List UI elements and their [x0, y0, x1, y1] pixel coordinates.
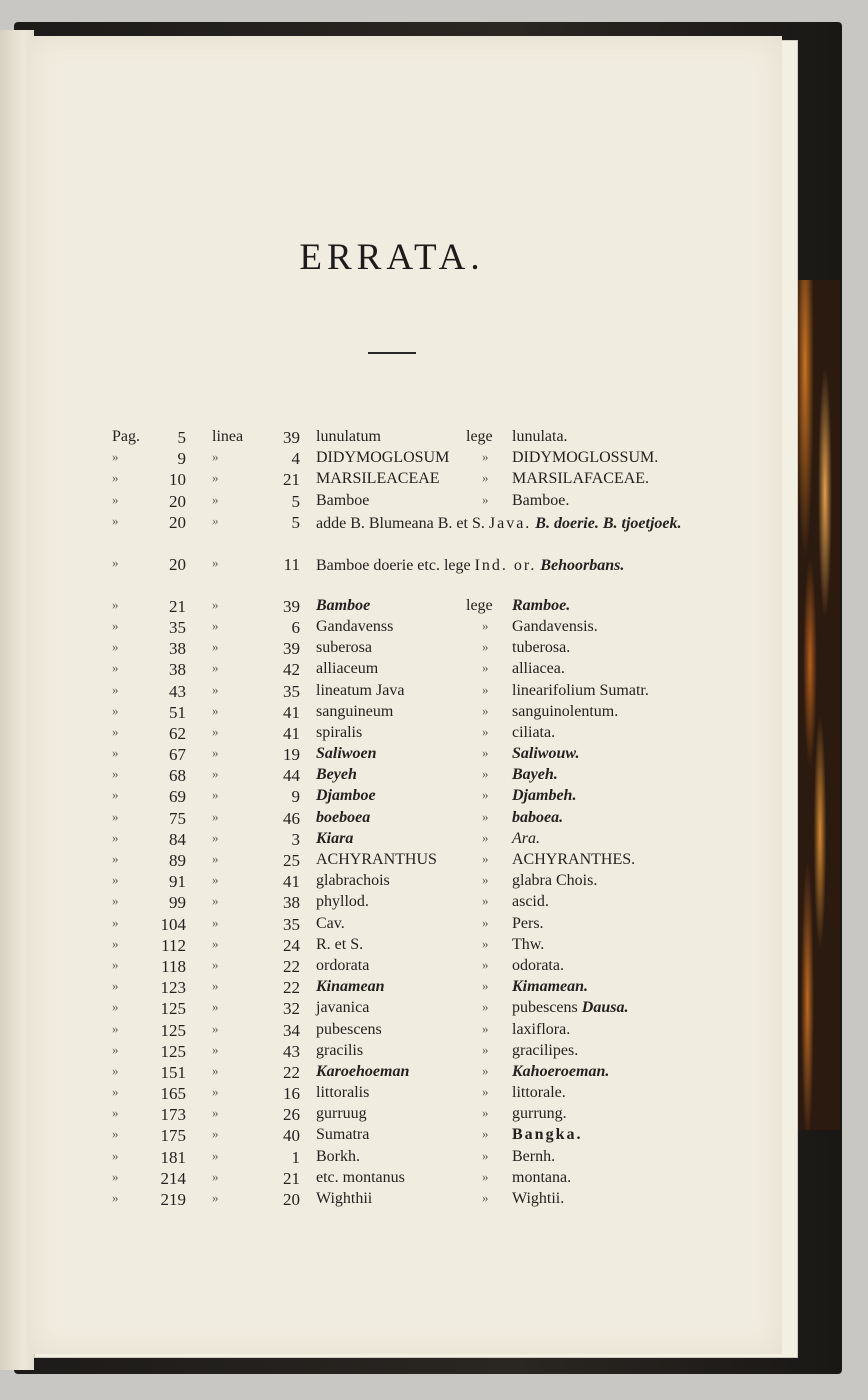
correction-note	[316, 513, 688, 534]
erroneous-text: Sumatra	[316, 1126, 370, 1144]
page-number: 125	[160, 1020, 186, 1040]
ditto-mark: »	[212, 1041, 219, 1057]
ditto-mark: »	[482, 617, 489, 633]
erroneous-text: littoralis	[316, 1084, 370, 1102]
page-number: 219	[160, 1190, 186, 1209]
errata-row	[108, 1190, 688, 1211]
ditto-mark: »	[212, 914, 219, 930]
ditto-mark: »	[112, 617, 119, 633]
erroneous-text: DIDYMOGLOSUM	[316, 449, 450, 467]
erroneous-text: Wighthii	[316, 1190, 373, 1207]
ditto-mark: »	[112, 978, 119, 994]
ditto-mark: »	[112, 787, 119, 803]
ditto-mark: »	[112, 491, 119, 507]
erroneous-text: Bamboe	[316, 491, 370, 509]
page-number: 214	[160, 1168, 186, 1188]
erroneous-text: lineatum Java	[316, 681, 405, 699]
ditto-mark: »	[482, 639, 489, 655]
corrected-text: glabra Chois.	[512, 872, 598, 890]
ditto-mark: »	[212, 935, 219, 951]
page-number: 75	[169, 808, 186, 828]
line-number: 38	[283, 893, 300, 913]
erroneous-text: alliaceum	[316, 660, 379, 678]
line-number: 24	[283, 935, 300, 955]
ditto-mark: »	[482, 1190, 489, 1205]
corrected-text: MARSILAFACEAE.	[512, 470, 650, 488]
lege-label: lege	[466, 428, 493, 445]
left-page-edge	[0, 30, 34, 1370]
errata-row	[108, 1084, 688, 1105]
corrected-text: odorata.	[512, 956, 564, 974]
page-number: 104	[160, 914, 186, 934]
line-number: 41	[283, 723, 300, 743]
ditto-mark: »	[482, 1084, 489, 1100]
corrected-text: Pers.	[512, 914, 544, 932]
erroneous-text: MARSILEACEAE	[316, 470, 440, 488]
line-number: 5	[291, 491, 300, 511]
erroneous-text: gracilis	[316, 1041, 364, 1059]
ditto-mark: »	[482, 935, 489, 951]
ditto-mark: »	[112, 660, 119, 676]
erroneous-text: Kinamean	[316, 978, 385, 996]
errata-row	[108, 724, 688, 745]
ditto-mark: »	[482, 808, 489, 824]
page-number: 99	[169, 893, 186, 913]
note-text: Ind. or.	[474, 556, 537, 574]
ditto-mark: »	[482, 1062, 489, 1078]
ditto-mark: »	[212, 999, 219, 1015]
ditto-mark: »	[112, 1020, 119, 1036]
corrected-text: Ramboe.	[512, 596, 571, 614]
line-number: 5	[291, 512, 300, 532]
line-number: 16	[283, 1084, 300, 1104]
corrected-text: sanguinolentum.	[512, 702, 619, 720]
corrected-text: Wightii.	[512, 1190, 565, 1207]
errata-row	[108, 872, 688, 893]
errata-row	[108, 682, 688, 703]
errata-row	[108, 703, 688, 724]
erroneous-text: Djamboe	[316, 787, 376, 805]
ditto-mark: »	[112, 681, 119, 697]
corrected-text: gracilipes.	[512, 1041, 579, 1059]
ditto-mark: »	[212, 596, 219, 612]
ditto-mark: »	[212, 829, 219, 845]
ditto-mark: »	[112, 999, 119, 1015]
ditto-mark: »	[482, 956, 489, 972]
ditto-mark: »	[112, 512, 119, 528]
line-number: 11	[283, 554, 300, 574]
ditto-mark: »	[482, 914, 489, 930]
line-number: 3	[291, 829, 300, 849]
ditto-mark: »	[482, 681, 489, 697]
ditto-mark: »	[482, 470, 489, 486]
errata-row	[108, 1021, 688, 1042]
page-number: 38	[169, 639, 186, 659]
ditto-mark: »	[212, 893, 219, 909]
line-number: 22	[283, 1062, 300, 1082]
corrected-text: Gandavensis.	[512, 617, 598, 635]
ditto-mark: »	[112, 808, 119, 824]
erroneous-text: Beyeh	[316, 766, 357, 784]
ditto-mark: »	[212, 1084, 219, 1100]
errata-row	[108, 957, 688, 978]
ditto-mark: »	[482, 872, 489, 888]
line-number: 39	[283, 639, 300, 659]
page-number: 20	[169, 491, 186, 511]
corrected-text: alliacea.	[512, 660, 565, 678]
erroneous-text: gurruug	[316, 1105, 367, 1123]
errata-row	[108, 893, 688, 914]
ditto-mark: »	[482, 449, 489, 465]
ditto-mark: »	[112, 1062, 119, 1078]
erroneous-text: glabrachois	[316, 872, 390, 890]
erroneous-text: pubescens	[316, 1020, 382, 1038]
line-number: 19	[283, 745, 300, 765]
corrected-text-part: Dausa.	[581, 999, 629, 1017]
line-number: 22	[283, 978, 300, 998]
ditto-mark: »	[112, 914, 119, 930]
erroneous-text: etc. montanus	[316, 1168, 405, 1186]
page-number: 125	[160, 999, 186, 1019]
ditto-mark: »	[482, 893, 489, 909]
page-number: 9	[177, 449, 186, 469]
corrected-text: Saliwouw.	[512, 745, 580, 763]
ditto-mark: »	[482, 1105, 489, 1121]
line-number: 20	[283, 1190, 300, 1209]
ditto-mark: »	[112, 470, 119, 486]
page-number: 175	[160, 1126, 186, 1146]
corrected-text: ciliata.	[512, 723, 556, 741]
errata-row	[108, 936, 688, 957]
ditto-mark: »	[212, 617, 219, 633]
erroneous-text: R. et S.	[316, 935, 364, 953]
ditto-mark: »	[112, 766, 119, 782]
ditto-mark: »	[482, 787, 489, 803]
erroneous-text: sanguineum	[316, 702, 394, 720]
ditto-mark: »	[112, 935, 119, 951]
page-number: 68	[169, 766, 186, 786]
errata-row	[108, 1063, 688, 1084]
ditto-mark: »	[212, 491, 219, 507]
ditto-mark: »	[482, 660, 489, 676]
corrected-text: DIDYMOGLOSSUM.	[512, 449, 659, 467]
ditto-mark: »	[212, 470, 219, 486]
lege-label: lege	[466, 596, 493, 614]
corrected-text: Kahoeroeman.	[512, 1062, 610, 1080]
errata-list	[108, 428, 688, 1211]
erroneous-text: Karoehoeman	[316, 1062, 410, 1080]
ditto-mark: »	[112, 1041, 119, 1057]
ditto-mark: »	[212, 1190, 219, 1205]
ditto-mark: »	[212, 787, 219, 803]
line-number: 21	[283, 1168, 300, 1188]
ditto-mark: »	[482, 702, 489, 718]
page-number: 51	[169, 702, 186, 722]
page-title: ERRATA.	[299, 237, 485, 278]
ditto-mark: »	[212, 660, 219, 676]
page-number: 35	[169, 617, 186, 637]
ditto-mark: »	[212, 851, 219, 866]
errata-row	[108, 639, 688, 660]
ditto-mark: »	[212, 978, 219, 994]
ditto-mark: »	[112, 639, 119, 655]
page-number: 89	[169, 851, 186, 870]
ditto-mark: »	[212, 449, 219, 465]
ditto-mark: »	[212, 554, 219, 570]
erroneous-text: spiralis	[316, 723, 363, 741]
errata-row	[108, 618, 688, 639]
ditto-mark: »	[482, 1168, 489, 1184]
line-number: 41	[283, 872, 300, 892]
erroneous-text: Gandavenss	[316, 617, 394, 635]
ditto-mark: »	[212, 1168, 219, 1184]
ditto-mark: »	[112, 1084, 119, 1100]
note-text: Behoorbans.	[540, 556, 625, 574]
ditto-mark: »	[112, 893, 119, 909]
errata-row	[108, 555, 688, 597]
corrected-text: Bernh.	[512, 1147, 556, 1165]
line-number: 43	[283, 1041, 300, 1061]
ditto-mark: »	[212, 702, 219, 718]
errata-row	[108, 830, 688, 851]
line-number: 22	[283, 956, 300, 976]
page-number: 21	[169, 596, 186, 616]
corrected-text: lunulata.	[512, 428, 568, 445]
erroneous-text: ACHYRANTHUS	[316, 851, 437, 868]
page-number: 38	[169, 660, 186, 680]
ditto-mark: »	[212, 681, 219, 697]
line-number: 26	[283, 1105, 300, 1125]
corrected-text: ascid.	[512, 893, 549, 911]
page-number: 5	[177, 428, 186, 447]
ditto-mark: »	[212, 1105, 219, 1121]
ditto-mark: »	[212, 723, 219, 739]
errata-row	[108, 809, 688, 830]
page-number: 112	[161, 935, 186, 955]
ditto-mark: »	[112, 1147, 119, 1163]
line-number: 44	[283, 766, 300, 786]
errata-row	[108, 766, 688, 787]
errata-row	[108, 851, 688, 872]
ditto-mark: »	[482, 723, 489, 739]
ditto-mark: »	[212, 1020, 219, 1036]
ditto-mark: »	[212, 639, 219, 655]
line-number: 34	[283, 1020, 300, 1040]
errata-row	[108, 999, 688, 1020]
line-number: 40	[283, 1126, 300, 1146]
errata-row	[108, 978, 688, 999]
errata-row	[108, 1042, 688, 1063]
ditto-mark: »	[212, 766, 219, 782]
line-number: 32	[283, 999, 300, 1019]
erroneous-text: Borkh.	[316, 1147, 360, 1165]
line-number: 35	[283, 914, 300, 934]
erroneous-text: boeboea	[316, 808, 371, 826]
corrected-text: Kimamean.	[512, 978, 589, 996]
corrected-text: Bayeh.	[512, 766, 558, 784]
ditto-mark: »	[112, 956, 119, 972]
ditto-mark: »	[482, 745, 489, 761]
corrected-text: baboea.	[512, 808, 564, 826]
note-text: B. doerie.	[535, 514, 599, 532]
corrected-text: ACHYRANTHES.	[512, 851, 636, 868]
ditto-mark: »	[112, 1168, 119, 1184]
errata-row	[108, 915, 688, 936]
errata-row	[108, 513, 688, 555]
page-number: 123	[160, 978, 186, 998]
erroneous-text: suberosa	[316, 639, 372, 657]
ditto-mark: »	[482, 1041, 489, 1057]
page-number: 165	[160, 1084, 186, 1104]
line-number: 6	[291, 617, 300, 637]
errata-row	[108, 1169, 688, 1190]
ditto-mark: »	[482, 978, 489, 994]
page-number: 118	[161, 956, 186, 976]
note-text: B. tjoetjoek.	[602, 514, 682, 532]
note-text: Java.	[488, 514, 532, 532]
ditto-mark: »	[112, 745, 119, 761]
line-number: 39	[283, 428, 300, 447]
pag-label: Pag.	[112, 428, 140, 445]
errata-row	[108, 428, 688, 449]
errata-row	[108, 597, 688, 618]
page-number: 125	[160, 1041, 186, 1061]
errata-row	[108, 660, 688, 681]
line-number: 39	[283, 596, 300, 616]
ditto-mark: »	[482, 766, 489, 782]
corrected-text	[512, 999, 628, 1017]
page-number: 69	[169, 787, 186, 807]
corrected-text-part: pubescens	[512, 999, 578, 1017]
page-number: 20	[169, 512, 186, 532]
errata-row	[108, 787, 688, 808]
line-number: 35	[283, 681, 300, 701]
ditto-mark: »	[112, 723, 119, 739]
ditto-mark: »	[212, 872, 219, 888]
ditto-mark: »	[112, 1126, 119, 1142]
ditto-mark: »	[212, 956, 219, 972]
erroneous-text: Saliwoen	[316, 745, 377, 763]
errata-row	[108, 1105, 688, 1126]
ditto-mark: »	[212, 512, 219, 528]
ditto-mark: »	[112, 872, 119, 888]
corrected-text: laxiflora.	[512, 1020, 571, 1038]
erroneous-text: Bamboe	[316, 596, 371, 614]
erroneous-text: javanica	[316, 999, 370, 1017]
erroneous-text: Kiara	[316, 829, 354, 847]
ditto-mark: »	[212, 1147, 219, 1163]
line-number: 41	[283, 702, 300, 722]
errata-row	[108, 470, 688, 491]
line-number: 46	[283, 808, 300, 828]
corrected-text: gurrung.	[512, 1105, 567, 1123]
page-number: 151	[160, 1062, 186, 1082]
ditto-mark: »	[482, 829, 489, 845]
ditto-mark: »	[482, 1147, 489, 1163]
errata-row	[108, 1148, 688, 1169]
page-number: 84	[169, 829, 186, 849]
ditto-mark: »	[112, 596, 119, 612]
erroneous-text: Cav.	[316, 914, 345, 932]
ditto-mark: »	[212, 1062, 219, 1078]
ditto-mark: »	[482, 491, 489, 507]
corrected-text: tuberosa.	[512, 639, 571, 657]
ditto-mark: »	[112, 554, 119, 570]
page-number: 20	[169, 554, 186, 574]
corrected-text: Bangka.	[512, 1126, 583, 1144]
corrected-text: montana.	[512, 1168, 572, 1186]
ditto-mark: »	[112, 702, 119, 718]
page-number: 10	[169, 470, 186, 490]
page-number: 181	[160, 1147, 186, 1167]
ditto-mark: »	[482, 1126, 489, 1142]
page-number: 91	[169, 872, 186, 892]
errata-row	[108, 449, 688, 470]
ditto-mark: »	[112, 449, 119, 465]
line-number: 21	[283, 470, 300, 490]
corrected-text: littorale.	[512, 1084, 566, 1102]
corrected-text: Bamboe.	[512, 491, 570, 509]
ditto-mark: »	[482, 1020, 489, 1036]
erroneous-text: ordorata	[316, 956, 370, 974]
note-text: adde B. Blumeana B. et S.	[316, 514, 485, 532]
correction-note	[316, 555, 688, 576]
ditto-mark: »	[212, 745, 219, 761]
ditto-mark: »	[112, 1190, 119, 1205]
ditto-mark: »	[112, 851, 119, 866]
line-number: 25	[283, 851, 300, 870]
note-text: Bamboe doerie etc. lege	[316, 556, 471, 574]
line-number: 9	[291, 787, 300, 807]
page-number: 67	[169, 745, 186, 765]
line-number: 42	[283, 660, 300, 680]
corrected-text: linearifolium Sumatr.	[512, 681, 649, 699]
erroneous-text: lunulatum	[316, 428, 381, 445]
page-number: 43	[169, 681, 186, 701]
linea-label: linea	[212, 428, 244, 445]
line-number: 1	[291, 1147, 300, 1167]
title-rule	[368, 352, 416, 354]
errata-row	[108, 1126, 688, 1147]
ditto-mark: »	[482, 851, 489, 866]
ditto-mark: »	[212, 808, 219, 824]
errata-row	[108, 492, 688, 513]
corrected-text: Djambeh.	[512, 787, 577, 805]
corrected-text: Ara.	[512, 829, 540, 847]
ditto-mark: »	[112, 1105, 119, 1121]
corrected-text: Thw.	[512, 935, 545, 953]
ditto-mark: »	[112, 829, 119, 845]
page-number: 62	[169, 723, 186, 743]
erroneous-text: phyllod.	[316, 893, 369, 911]
line-number: 4	[291, 449, 300, 469]
ditto-mark: »	[482, 999, 489, 1015]
page-number: 173	[160, 1105, 186, 1125]
ditto-mark: »	[212, 1126, 219, 1142]
errata-row	[108, 745, 688, 766]
